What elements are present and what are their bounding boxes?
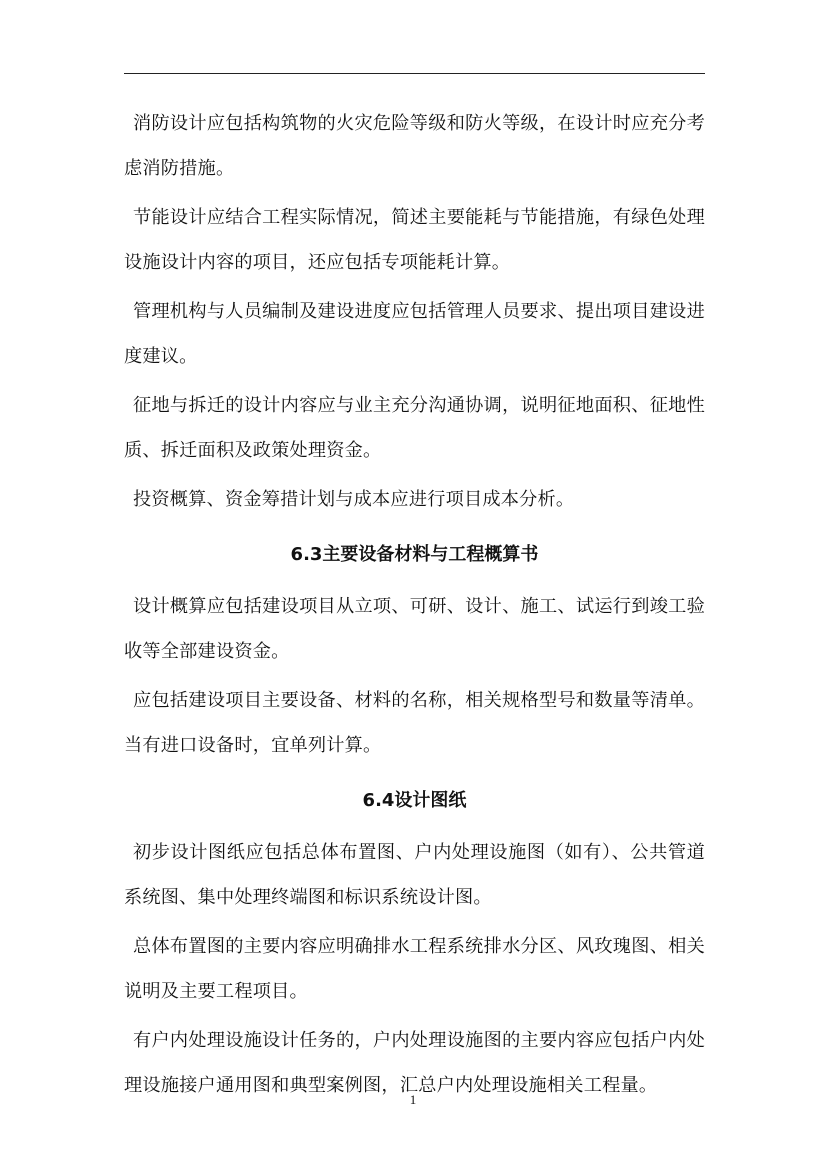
paragraph-equipment-list: 应包括建设项目主要设备、材料的名称，相关规格型号和数量等清单。当有进口设备时，宜单列计算。 [124, 690, 705, 756]
paragraph-energy-saving: 节能设计应结合工程实际情况，简述主要能耗与节能措施，有绿色处理设施设计内容的项目，还应包括专项能耗计算。 [124, 207, 705, 273]
section-heading-6-3: 6.3主要设备材料与工程概算书 [290, 544, 539, 565]
paragraph-preliminary-drawings: 初步设计图纸应包括总体布置图、户内处理设施图（如有）、公共管道系统图、集中处理终端图和标识系统设计图。 [124, 842, 705, 908]
paragraph-investment: 投资概算、资金筹措计划与成本应进行项目成本分析。 [133, 489, 575, 510]
paragraph-general-layout: 总体布置图的主要内容应明确排水工程系统排水分区、风玫瑰图、相关说明及主要工程项目。 [124, 936, 705, 1002]
section-heading-6-4: 6.4设计图纸 [362, 790, 467, 811]
paragraph-land-acquisition: 征地与拆迁的设计内容应与业主充分沟通协调，说明征地面积、征地性质、拆迁面积及政策处理资金。 [124, 395, 705, 461]
paragraph-budget-estimate: 设计概算应包括建设项目从立项、可研、设计、施工、试运行到竣工验收等全部建设资金。 [124, 596, 705, 662]
paragraph-fire-protection: 消防设计应包括构筑物的火灾危险等级和防火等级，在设计时应充分考虑消防措施。 [124, 113, 705, 179]
document-body [124, 101, 705, 1112]
paragraph-indoor-facilities: 有户内处理设施设计任务的，户内处理设施图的主要内容应包括户内处理设施接户通用图和典型案例图，汇总户内处理设施相关工程量。 [124, 1030, 705, 1096]
header-rule [124, 73, 705, 74]
page-number: 1 [409, 1092, 417, 1107]
paragraph-management: 管理机构与人员编制及建设进度应包括管理人员要求、提出项目建设进度建议。 [124, 301, 705, 367]
